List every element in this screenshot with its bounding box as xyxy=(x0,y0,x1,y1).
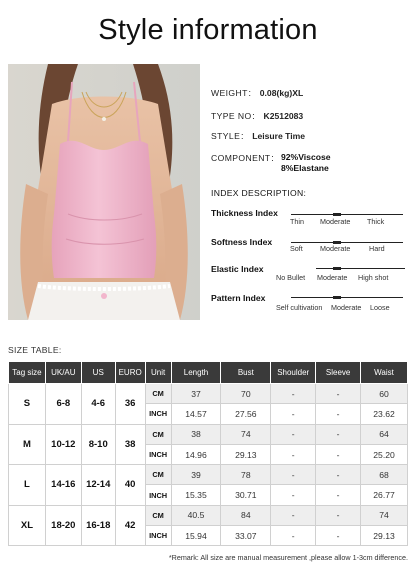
spec-style-label: STYLE： xyxy=(211,131,250,141)
cell-shoulder: - xyxy=(271,465,316,485)
pattern-index-name: Pattern Index xyxy=(211,293,266,303)
thickness-index-name: Thickness Index xyxy=(211,208,278,218)
cell-length: 37 xyxy=(171,384,221,404)
spec-style xyxy=(211,130,305,142)
softness-index-scale xyxy=(291,242,403,243)
spec-weight xyxy=(211,87,303,99)
size-euro: 36 xyxy=(115,384,145,425)
cell-shoulder: - xyxy=(271,505,316,525)
cell-sleeve: - xyxy=(316,485,361,505)
cell-sleeve: - xyxy=(316,384,361,404)
pattern-index-high: Loose xyxy=(370,303,390,312)
index-description-title: INDEX DESCRIPTION: xyxy=(211,188,307,198)
size-tag: M xyxy=(9,424,46,465)
cell-sleeve: - xyxy=(316,505,361,525)
elastic-index-marker xyxy=(333,267,341,270)
cell-length: 15.94 xyxy=(171,526,221,546)
cell-shoulder: - xyxy=(271,444,316,464)
product-photo xyxy=(8,64,200,320)
cell-bust: 27.56 xyxy=(221,404,271,424)
thickness-index-scale xyxy=(291,214,403,215)
cell-waist: 60 xyxy=(361,384,408,404)
unit-cm: CM xyxy=(145,424,171,444)
header-euro: EURO xyxy=(115,362,145,384)
size-table-title: SIZE TABLE: xyxy=(8,345,62,355)
spec-component-value-1: 92%Viscose xyxy=(281,152,331,162)
page-title: Style information xyxy=(98,14,318,46)
softness-index-low: Soft xyxy=(290,244,303,253)
thickness-index-high: Thick xyxy=(367,217,385,226)
softness-index-high: Hard xyxy=(369,244,385,253)
spec-type-no xyxy=(211,110,303,122)
spec-weight-value: 0.08(kg)XL xyxy=(259,88,304,98)
size-euro: 38 xyxy=(115,424,145,465)
size-table xyxy=(8,361,408,546)
table-row xyxy=(9,505,408,525)
cell-shoulder: - xyxy=(271,485,316,505)
cell-bust: 70 xyxy=(221,384,271,404)
size-us: 16-18 xyxy=(81,505,115,546)
cell-waist: 64 xyxy=(361,424,408,444)
header-tag-size: Tag size xyxy=(9,362,46,384)
table-row xyxy=(9,424,408,444)
spec-component-label: COMPONENT： xyxy=(211,153,280,163)
pattern-index-scale xyxy=(291,297,403,298)
size-us: 8-10 xyxy=(81,424,115,465)
cell-length: 39 xyxy=(171,465,221,485)
pattern-index-mid: Moderate xyxy=(331,303,362,312)
cell-length: 14.57 xyxy=(171,404,221,424)
elastic-index-scale xyxy=(316,268,405,269)
elastic-index-name: Elastic Index xyxy=(211,264,264,274)
size-euro: 40 xyxy=(115,465,145,506)
spec-type-label: TYPE NO： xyxy=(211,111,261,121)
size-us: 12-14 xyxy=(81,465,115,506)
cell-bust: 74 xyxy=(221,424,271,444)
cell-waist: 26.77 xyxy=(361,485,408,505)
cell-sleeve: - xyxy=(316,444,361,464)
header-shoulder: Shoulder xyxy=(271,362,316,384)
unit-inch: INCH xyxy=(145,485,171,505)
cell-bust: 33.07 xyxy=(221,526,271,546)
remark-note: *Remark: All size are manual measurement ,please allow 1-3cm difference. xyxy=(168,553,408,562)
cell-sleeve: - xyxy=(316,424,361,444)
pattern-index xyxy=(211,293,416,327)
unit-cm: CM xyxy=(145,505,171,525)
size-uk: 18-20 xyxy=(45,505,81,546)
unit-inch: INCH xyxy=(145,444,171,464)
spec-component-values xyxy=(281,152,331,174)
size-uk: 14-16 xyxy=(45,465,81,506)
cell-length: 38 xyxy=(171,424,221,444)
table-row xyxy=(9,465,408,485)
cell-shoulder: - xyxy=(271,424,316,444)
unit-inch: INCH xyxy=(145,404,171,424)
spec-type-value: K2512083 xyxy=(263,111,304,121)
cell-waist: 74 xyxy=(361,505,408,525)
cell-waist: 68 xyxy=(361,465,408,485)
elastic-index-mid: Moderate xyxy=(317,273,348,282)
header-sleeve: Sleeve xyxy=(316,362,361,384)
header-waist: Waist xyxy=(361,362,408,384)
unit-cm: CM xyxy=(145,465,171,485)
size-us: 4-6 xyxy=(81,384,115,425)
cell-length: 15.35 xyxy=(171,485,221,505)
size-tag: S xyxy=(9,384,46,425)
cell-shoulder: - xyxy=(271,526,316,546)
thickness-index-marker xyxy=(333,213,341,216)
cell-shoulder: - xyxy=(271,384,316,404)
cell-bust: 84 xyxy=(221,505,271,525)
unit-cm: CM xyxy=(145,384,171,404)
pattern-index-low: Self cultivation xyxy=(276,303,323,312)
size-tag: L xyxy=(9,465,46,506)
pattern-index-marker xyxy=(333,296,341,299)
header-us: US xyxy=(81,362,115,384)
cell-bust: 78 xyxy=(221,465,271,485)
unit-inch: INCH xyxy=(145,526,171,546)
table-row xyxy=(9,384,408,404)
cell-sleeve: - xyxy=(316,465,361,485)
spec-weight-label: WEIGHT： xyxy=(211,88,257,98)
cell-bust: 30.71 xyxy=(221,485,271,505)
cell-shoulder: - xyxy=(271,404,316,424)
header-length: Length xyxy=(171,362,221,384)
header-bust: Bust xyxy=(221,362,271,384)
header-unit: Unit xyxy=(145,362,171,384)
size-table-header xyxy=(9,362,408,384)
spec-style-value: Leisure Time xyxy=(252,131,306,141)
size-tag: XL xyxy=(9,505,46,546)
cell-waist: 29.13 xyxy=(361,526,408,546)
size-uk: 10-12 xyxy=(45,424,81,465)
thickness-index-low: Thin xyxy=(290,217,304,226)
size-euro: 42 xyxy=(115,505,145,546)
cell-sleeve: - xyxy=(316,404,361,424)
spec-component xyxy=(211,152,279,164)
softness-index-name: Softness Index xyxy=(211,237,273,247)
cell-waist: 25.20 xyxy=(361,444,408,464)
cell-bust: 29.13 xyxy=(221,444,271,464)
size-uk: 6-8 xyxy=(45,384,81,425)
elastic-index-low: No Bullet xyxy=(276,273,306,282)
header-uk-au: UK/AU xyxy=(45,362,81,384)
elastic-index-high: High shot xyxy=(358,273,389,282)
spec-component-value-2: 8%Elastane xyxy=(281,163,329,173)
cell-length: 14.96 xyxy=(171,444,221,464)
thickness-index-mid: Moderate xyxy=(320,217,351,226)
cell-sleeve: - xyxy=(316,526,361,546)
cell-length: 40.5 xyxy=(171,505,221,525)
softness-index-mid: Moderate xyxy=(320,244,351,253)
cell-waist: 23.62 xyxy=(361,404,408,424)
